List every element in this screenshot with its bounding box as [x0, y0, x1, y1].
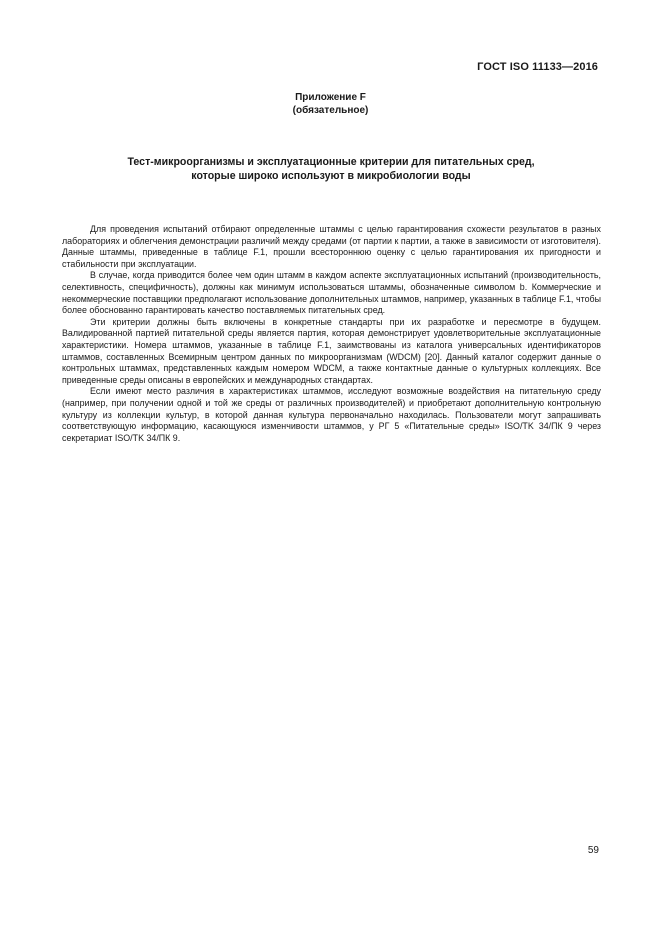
paragraph: Для проведения испытаний отбирают определенные штаммы с целью гарантирования схожести результатов в разных лабораториях и облегчения демонстрации различий между средами (от партии к партии, а также в зависимости от изготовителя). Данные штаммы, приведенные в таблице F.1, прошли всестороннюю оценку с целью гарантирования их пригодности и стабильности при эксплуатации.: [62, 224, 601, 269]
title-line-1: Тест-микроорганизмы и эксплуатационные критерии для питательных сред,: [127, 156, 535, 168]
paragraph: В случае, когда приводится более чем один штамм в каждом аспекте эксплуатационных испытаний (производительность, селективность, специфичность), должны как минимум использоваться штаммы, обозначенные символом b. Коммерческие и некоммерческие поставщики предполагают использование дополнительных штаммов, например, указанных в таблице F.1, чтобы более обоснованно гарантировать качество поставляемых питательных сред.: [62, 270, 601, 316]
paragraph: Эти критерии должны быть включены в конкретные стандарты при их разработке и пересмотре в будущем. Валидированной партией питательной среды является партия, которая демонстрирует удовлетворительные эксплуатационные характеристики. Номера штаммов, указанные в таблице F.1, заимствованы из каталога универсальных идентификаторов штаммов, составленных Всемирным центром данных по микроорганизмам (WDCM) [20]. Данный каталог содержит данные о контрольных штаммах, представленных каждым номером WDCM, а также контактные данные о культурных коллекциях. Все приведенные среды описаны в европейских и международных стандартах.: [62, 316, 601, 385]
standard-designation: ГОСТ ISO 11133—2016: [477, 61, 598, 73]
title-line-2: которые широко используют в микробиологии воды: [191, 170, 471, 182]
appendix-title: [62, 155, 600, 183]
appendix-label: Приложение F: [295, 92, 366, 103]
body-text: [62, 224, 601, 444]
page-number: 59: [587, 845, 599, 856]
paragraph: Если имеют место различия в характеристиках штаммов, исследуют возможные воздействия на питательную среду (например, при получении одной и той же среды от различных производителей) и приобретают дополнительную контрольную культуру из коллекции культур, в которой данная культура первоначально находилась. Пользователи могут запрашивать соответствующую информацию, касающуюся изменчивости штаммов, у РГ 5 «Питательные среды» ISO/TK 34/ПК 9 через секретариат ISO/TK 34/ПК 9.: [62, 386, 601, 443]
appendix-heading: [0, 91, 661, 117]
appendix-status: (обязательное): [292, 105, 369, 116]
